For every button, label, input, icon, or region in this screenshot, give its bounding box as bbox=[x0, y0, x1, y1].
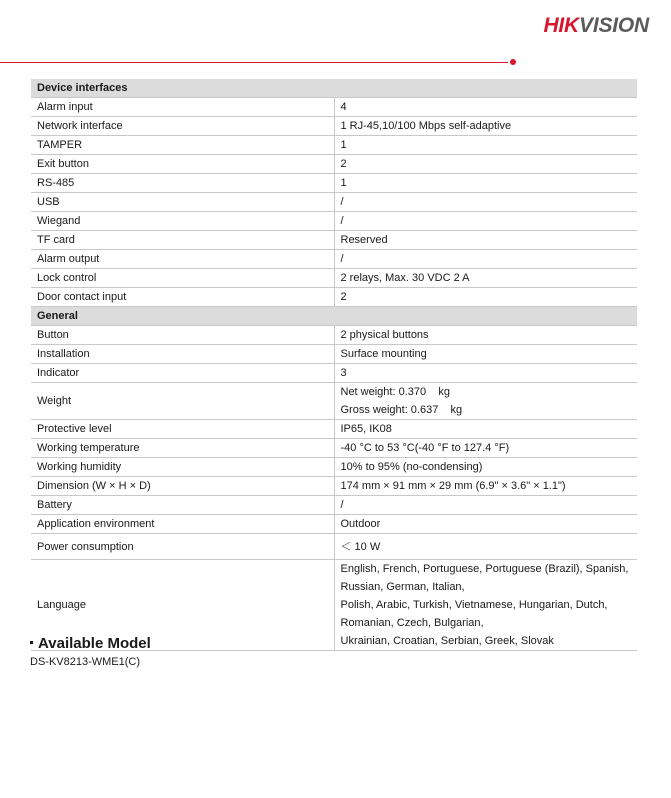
header-divider bbox=[0, 62, 508, 63]
spec-table bbox=[31, 79, 637, 651]
table-row bbox=[31, 136, 637, 155]
spec-value: / bbox=[334, 212, 637, 231]
table-row bbox=[31, 458, 637, 477]
table-row bbox=[31, 193, 637, 212]
available-model-title: Available Model bbox=[38, 635, 151, 652]
available-model-name: DS-KV8213-WME1(C) bbox=[30, 656, 141, 668]
spec-key: Protective level bbox=[31, 420, 334, 439]
spec-value: -40 °C to 53 °C(-40 °F to 127.4 °F) bbox=[334, 439, 637, 458]
available-model-heading bbox=[30, 635, 151, 652]
spec-value: 1 bbox=[334, 174, 637, 193]
spec-value: 4 bbox=[334, 98, 637, 117]
logo-vision: VISION bbox=[579, 14, 649, 37]
table-row bbox=[31, 515, 637, 534]
table-row bbox=[31, 288, 637, 307]
spec-value: 2 bbox=[334, 288, 637, 307]
table-row bbox=[31, 174, 637, 193]
spec-key: Exit button bbox=[31, 155, 334, 174]
spec-key: TAMPER bbox=[31, 136, 334, 155]
spec-key: TF card bbox=[31, 231, 334, 250]
section-title: General bbox=[31, 307, 637, 326]
table-row bbox=[31, 420, 637, 439]
spec-value-line: Net weight: 0.370 kg bbox=[340, 386, 450, 398]
logo-hik: HIK bbox=[543, 14, 580, 37]
spec-value: 1 RJ-45,10/100 Mbps self-adaptive bbox=[334, 117, 637, 136]
spec-value: ＜ 10 W bbox=[334, 534, 637, 560]
table-row bbox=[31, 364, 637, 383]
spec-value: 10% to 95% (no-condensing) bbox=[334, 458, 637, 477]
spec-value: / bbox=[334, 193, 637, 212]
spec-value-line: Gross weight: 0.637 kg bbox=[340, 404, 463, 416]
table-row bbox=[31, 269, 637, 288]
spec-value bbox=[334, 560, 637, 651]
spec-key: Working humidity bbox=[31, 458, 334, 477]
table-row bbox=[31, 383, 637, 420]
spec-value: 2 physical buttons bbox=[334, 326, 637, 345]
spec-value: 174 mm × 91 mm × 29 mm (6.9" × 3.6" × 1.1") bbox=[334, 477, 637, 496]
spec-key: Application environment bbox=[31, 515, 334, 534]
spec-value-line: Polish, Arabic, Turkish, Vietnamese, Hungarian, Dutch, Romanian, Czech, Bulgarian, bbox=[340, 599, 608, 629]
spec-key: USB bbox=[31, 193, 334, 212]
spec-key: Weight bbox=[31, 383, 334, 420]
spec-value: Surface mounting bbox=[334, 345, 637, 364]
spec-key: Battery bbox=[31, 496, 334, 515]
spec-key: Dimension (W × H × D) bbox=[31, 477, 334, 496]
spec-key: Network interface bbox=[31, 117, 334, 136]
spec-value: 2 relays, Max. 30 VDC 2 A bbox=[334, 269, 637, 288]
table-row bbox=[31, 117, 637, 136]
table-row bbox=[31, 212, 637, 231]
spec-value-line: English, French, Portuguese, Portuguese (Brazil), Spanish, Russian, German, Italian, bbox=[340, 563, 629, 593]
spec-key: Door contact input bbox=[31, 288, 334, 307]
spec-value: Outdoor bbox=[334, 515, 637, 534]
hikvision-logo bbox=[543, 14, 649, 38]
table-row bbox=[31, 439, 637, 458]
table-row bbox=[31, 155, 637, 174]
header-divider-dot bbox=[510, 59, 516, 65]
spec-value: Reserved bbox=[334, 231, 637, 250]
spec-key: Button bbox=[31, 326, 334, 345]
spec-key: Alarm input bbox=[31, 98, 334, 117]
table-row bbox=[31, 250, 637, 269]
bullet-icon bbox=[30, 641, 33, 644]
spec-key: Power consumption bbox=[31, 534, 334, 560]
spec-key: Installation bbox=[31, 345, 334, 364]
spec-key: Lock control bbox=[31, 269, 334, 288]
spec-value: / bbox=[334, 250, 637, 269]
table-row bbox=[31, 534, 637, 560]
section-header-row bbox=[31, 307, 637, 326]
spec-key: Indicator bbox=[31, 364, 334, 383]
spec-key: Language bbox=[31, 560, 334, 651]
spec-value: IP65, IK08 bbox=[334, 420, 637, 439]
table-row bbox=[31, 345, 637, 364]
section-header-row bbox=[31, 79, 637, 98]
spec-value: 3 bbox=[334, 364, 637, 383]
spec-key: RS-485 bbox=[31, 174, 334, 193]
table-row bbox=[31, 496, 637, 515]
section-title: Device interfaces bbox=[31, 79, 637, 98]
spec-value-line: Ukrainian, Croatian, Serbian, Greek, Slovak bbox=[340, 635, 554, 647]
spec-value: / bbox=[334, 496, 637, 515]
spec-key: Alarm output bbox=[31, 250, 334, 269]
spec-key: Wiegand bbox=[31, 212, 334, 231]
table-row bbox=[31, 477, 637, 496]
table-row bbox=[31, 231, 637, 250]
spec-value bbox=[334, 383, 637, 420]
spec-value: 1 bbox=[334, 136, 637, 155]
spec-key: Working temperature bbox=[31, 439, 334, 458]
spec-value: 2 bbox=[334, 155, 637, 174]
table-row bbox=[31, 326, 637, 345]
table-row bbox=[31, 98, 637, 117]
